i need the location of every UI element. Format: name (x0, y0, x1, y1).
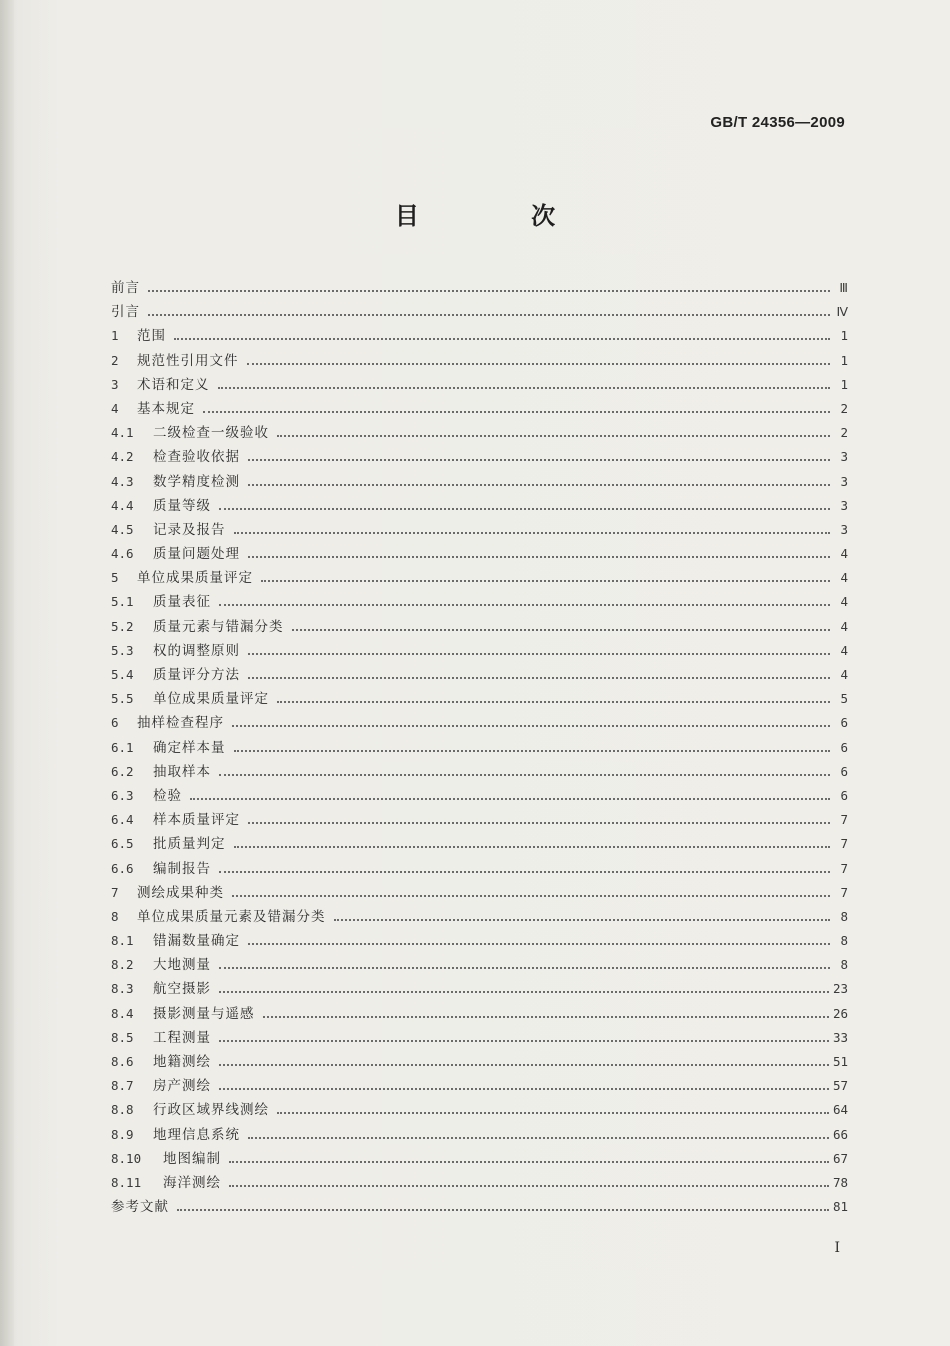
toc-entry-page: 2 (840, 400, 848, 416)
toc-dot-leader (263, 1016, 829, 1018)
toc-entry-page: Ⅲ (839, 280, 848, 295)
toc-dot-leader (229, 1161, 829, 1163)
toc-dot-leader (277, 435, 830, 437)
toc-dot-leader (190, 798, 830, 800)
toc-entry-label: 航空摄影 (153, 981, 211, 998)
toc-entry[interactable] (111, 1002, 848, 1026)
toc-entry-page: 64 (832, 1102, 848, 1118)
toc-dot-leader (219, 1040, 829, 1042)
toc-entry[interactable] (111, 687, 848, 711)
toc-entry[interactable] (111, 373, 848, 397)
toc-entry-number: 1 (111, 328, 119, 344)
toc-entry-page: 66 (832, 1126, 848, 1142)
toc-entry[interactable] (111, 470, 848, 494)
toc-dot-leader (248, 459, 830, 461)
toc-entry[interactable] (111, 784, 848, 808)
toc-entry-page: 5 (840, 691, 848, 707)
toc-entry-label: 数学精度检测 (153, 473, 240, 490)
toc-entry-label: 基本规定 (137, 400, 195, 417)
toc-entry-page: 6 (840, 715, 848, 731)
toc-entry-label: 测绘成果种类 (137, 884, 224, 901)
toc-entry-number: 5.2 (111, 618, 134, 634)
toc-entry-page: 7 (840, 836, 848, 852)
toc-entry-label: 行政区域界线测绘 (153, 1102, 269, 1119)
toc-dot-leader (248, 556, 830, 558)
toc-dot-leader (292, 629, 831, 631)
toc-dot-leader (219, 1088, 829, 1090)
toc-entry-number: 8.5 (111, 1029, 134, 1045)
toc-entry[interactable] (111, 736, 848, 760)
toc-entry-number: 5.4 (111, 667, 134, 682)
toc-entry-page: 8 (840, 908, 848, 924)
toc-entry-number: 8.4 (111, 1005, 134, 1021)
toc-entry-number: 5.3 (111, 642, 134, 658)
toc-entry-number: 6.5 (111, 836, 134, 852)
toc-entry[interactable] (111, 590, 848, 614)
toc-entry-label: 引言 (111, 304, 140, 321)
toc-entry-number: 4.3 (111, 473, 134, 489)
toc-entry-page: 1 (840, 376, 848, 392)
toc-entry-label: 检验 (153, 787, 182, 804)
toc-entry[interactable] (111, 445, 848, 469)
toc-entry-label: 参考文献 (111, 1199, 169, 1216)
toc-entry-page: 1 (840, 352, 848, 368)
table-of-contents (111, 276, 848, 1219)
toc-entry-label: 错漏数量确定 (153, 933, 240, 950)
toc-entry-label: 单位成果质量元素及错漏分类 (137, 908, 326, 925)
toc-dot-leader (203, 411, 830, 413)
toc-entry-number: 8.2 (111, 957, 134, 973)
toc-entry-label: 前言 (111, 280, 140, 296)
toc-entry-number: 8.3 (111, 981, 134, 997)
toc-entry[interactable] (111, 518, 848, 542)
toc-dot-leader (229, 1185, 829, 1187)
toc-entry[interactable] (111, 639, 848, 663)
toc-entry-number: 4.6 (111, 546, 134, 562)
toc-entry-label: 地图编制 (163, 1150, 221, 1167)
toc-dot-leader (219, 774, 830, 776)
toc-dot-leader (177, 1209, 829, 1211)
toc-entry[interactable] (111, 566, 848, 590)
toc-dot-leader (232, 725, 830, 727)
toc-dot-leader (248, 677, 830, 679)
toc-entry-page: Ⅳ (836, 304, 848, 320)
toc-entry-label: 确定样本量 (153, 739, 226, 756)
toc-entry-page: 8 (840, 933, 848, 949)
toc-dot-leader (334, 919, 831, 921)
toc-entry[interactable] (111, 542, 848, 566)
toc-entry[interactable] (111, 808, 848, 832)
toc-entry-number: 6.3 (111, 787, 134, 803)
toc-entry-label: 抽取样本 (153, 763, 211, 780)
toc-dot-leader (234, 750, 831, 752)
toc-dot-leader (261, 580, 830, 582)
toc-dot-leader (248, 943, 830, 945)
toc-entry-number: 6 (111, 715, 119, 731)
toc-dot-leader (219, 967, 830, 969)
toc-entry-page: 7 (840, 860, 848, 876)
toc-entry-label: 批质量判定 (153, 836, 226, 853)
toc-entry-label: 质量等级 (153, 497, 211, 514)
toc-entry-label: 权的调整原则 (153, 642, 240, 659)
toc-entry-page: 6 (840, 739, 848, 755)
toc-entry-page: 78 (832, 1174, 848, 1190)
toc-entry-number: 8.6 (111, 1054, 134, 1069)
toc-entry-page: 4 (840, 594, 848, 610)
toc-entry-label: 范围 (137, 328, 166, 345)
toc-entry[interactable] (111, 615, 848, 639)
toc-entry-number: 4.2 (111, 449, 134, 465)
toc-entry-label: 海洋测绘 (163, 1174, 221, 1191)
toc-entry-page: 7 (840, 812, 848, 828)
toc-dot-leader (232, 895, 830, 897)
toc-entry-page: 4 (840, 642, 848, 658)
toc-entry-page: 4 (840, 546, 848, 562)
toc-entry-label: 地理信息系统 (153, 1126, 240, 1143)
toc-entry[interactable] (111, 881, 848, 905)
toc-entry-number: 6.4 (111, 812, 134, 828)
toc-entry-page: 3 (840, 497, 848, 513)
toc-entry[interactable] (111, 397, 848, 421)
toc-entry-page: 6 (840, 787, 848, 803)
toc-entry[interactable] (111, 857, 848, 881)
toc-entry[interactable] (111, 1171, 848, 1195)
toc-entry-page: 67 (832, 1150, 848, 1166)
toc-entry-label: 质量表征 (153, 594, 211, 611)
toc-entry[interactable] (111, 1123, 848, 1147)
toc-entry-number: 4.4 (111, 497, 134, 513)
toc-dot-leader (234, 846, 831, 848)
toc-entry[interactable] (111, 760, 848, 784)
toc-entry-number: 8.9 (111, 1126, 134, 1142)
toc-dot-leader (219, 604, 830, 606)
toc-entry-label: 质量评分方法 (153, 667, 240, 683)
toc-entry-label: 大地测量 (153, 957, 211, 974)
toc-entry-page: 81 (832, 1199, 848, 1215)
toc-entry[interactable] (111, 1026, 848, 1050)
toc-entry-number: 4 (111, 400, 119, 416)
toc-entry-label: 编制报告 (153, 860, 211, 877)
toc-entry-number: 8.8 (111, 1102, 134, 1118)
toc-entry[interactable] (111, 663, 848, 687)
toc-dot-leader (148, 314, 830, 316)
toc-entry-label: 记录及报告 (153, 521, 226, 538)
toc-dot-leader (219, 871, 830, 873)
toc-entry-number: 2 (111, 352, 119, 368)
toc-title: 目 次 (394, 202, 608, 230)
toc-entry-number: 5.1 (111, 594, 134, 610)
toc-entry-number: 8.10 (111, 1150, 142, 1166)
toc-entry-number: 7 (111, 884, 119, 900)
toc-dot-leader (248, 653, 830, 655)
toc-entry[interactable] (111, 349, 848, 373)
toc-entry-label: 质量元素与错漏分类 (153, 618, 284, 635)
toc-dot-leader (218, 387, 831, 389)
toc-entry[interactable] (111, 1195, 848, 1219)
toc-entry-page: 4 (840, 667, 848, 682)
toc-dot-leader (148, 290, 830, 292)
toc-entry-label: 样本质量评定 (153, 812, 240, 829)
toc-entry-label: 二级检查一级验收 (153, 425, 269, 442)
toc-entry-page: 3 (840, 521, 848, 537)
toc-entry-page: 23 (832, 981, 848, 997)
toc-dot-leader (248, 1137, 829, 1139)
toc-entry[interactable] (111, 324, 848, 348)
toc-dot-leader (248, 822, 830, 824)
toc-entry-label: 地籍测绘 (153, 1054, 211, 1070)
toc-entry[interactable] (111, 1098, 848, 1122)
toc-entry-label: 抽样检查程序 (137, 715, 224, 732)
toc-entry-label: 质量问题处理 (153, 546, 240, 563)
toc-entry-number: 8.7 (111, 1078, 134, 1094)
toc-entry[interactable] (111, 421, 848, 445)
toc-dot-leader (219, 1064, 829, 1066)
toc-entry[interactable] (111, 929, 848, 953)
toc-entry-number: 8 (111, 908, 119, 924)
toc-dot-leader (247, 363, 831, 365)
toc-entry-label: 房产测绘 (153, 1078, 211, 1095)
toc-entry[interactable] (111, 953, 848, 977)
toc-entry[interactable] (111, 711, 848, 735)
document-code: GB/T 24356—2009 (710, 114, 845, 131)
toc-entry-label: 单位成果质量评定 (137, 570, 253, 587)
toc-entry-number: 3 (111, 376, 119, 392)
toc-dot-leader (234, 532, 831, 534)
toc-entry[interactable] (111, 1074, 848, 1098)
toc-entry-number: 4.1 (111, 425, 134, 441)
toc-entry-page: 3 (840, 473, 848, 489)
toc-entry-number: 8.11 (111, 1174, 142, 1190)
toc-entry-label: 术语和定义 (137, 376, 210, 393)
toc-entry-label: 工程测量 (153, 1029, 211, 1046)
toc-entry-page: 51 (832, 1054, 848, 1069)
toc-dot-leader (277, 701, 830, 703)
toc-dot-leader (277, 1112, 829, 1114)
toc-entry-number: 6.1 (111, 739, 134, 755)
toc-entry[interactable] (111, 300, 848, 324)
toc-entry[interactable] (111, 832, 848, 856)
toc-entry-page: 4 (840, 618, 848, 634)
toc-entry-number: 4.5 (111, 521, 134, 537)
toc-entry-label: 摄影测量与遥感 (153, 1005, 255, 1022)
toc-entry-page: 2 (840, 425, 848, 441)
toc-entry-number: 8.1 (111, 933, 134, 949)
toc-entry-page: 4 (840, 570, 848, 586)
toc-entry[interactable] (111, 905, 848, 929)
toc-entry-number: 5.5 (111, 691, 134, 707)
toc-dot-leader (219, 991, 829, 993)
toc-entry-page: 1 (840, 328, 848, 344)
toc-entry[interactable] (111, 276, 848, 300)
toc-entry-page: 33 (832, 1029, 848, 1045)
toc-dot-leader (248, 484, 830, 486)
toc-dot-leader (219, 508, 830, 510)
toc-entry[interactable] (111, 1147, 848, 1171)
toc-entry-number: 6.2 (111, 763, 134, 779)
toc-entry-number: 5 (111, 570, 119, 586)
toc-entry-number: 6.6 (111, 860, 134, 876)
toc-entry-page: 8 (840, 957, 848, 973)
toc-entry[interactable] (111, 494, 848, 518)
toc-entry-page: 57 (832, 1078, 848, 1094)
toc-dot-leader (174, 338, 830, 340)
toc-entry-label: 规范性引用文件 (137, 352, 239, 369)
toc-entry-label: 单位成果质量评定 (153, 691, 269, 708)
toc-entry[interactable] (111, 977, 848, 1001)
toc-entry-page: 6 (840, 763, 848, 779)
page-number: I (834, 1240, 840, 1256)
toc-entry-page: 7 (840, 884, 848, 900)
toc-entry-page: 3 (840, 449, 848, 465)
toc-entry[interactable] (111, 1050, 848, 1074)
toc-entry-label: 检查验收依据 (153, 449, 240, 466)
toc-entry-page: 26 (832, 1005, 848, 1021)
